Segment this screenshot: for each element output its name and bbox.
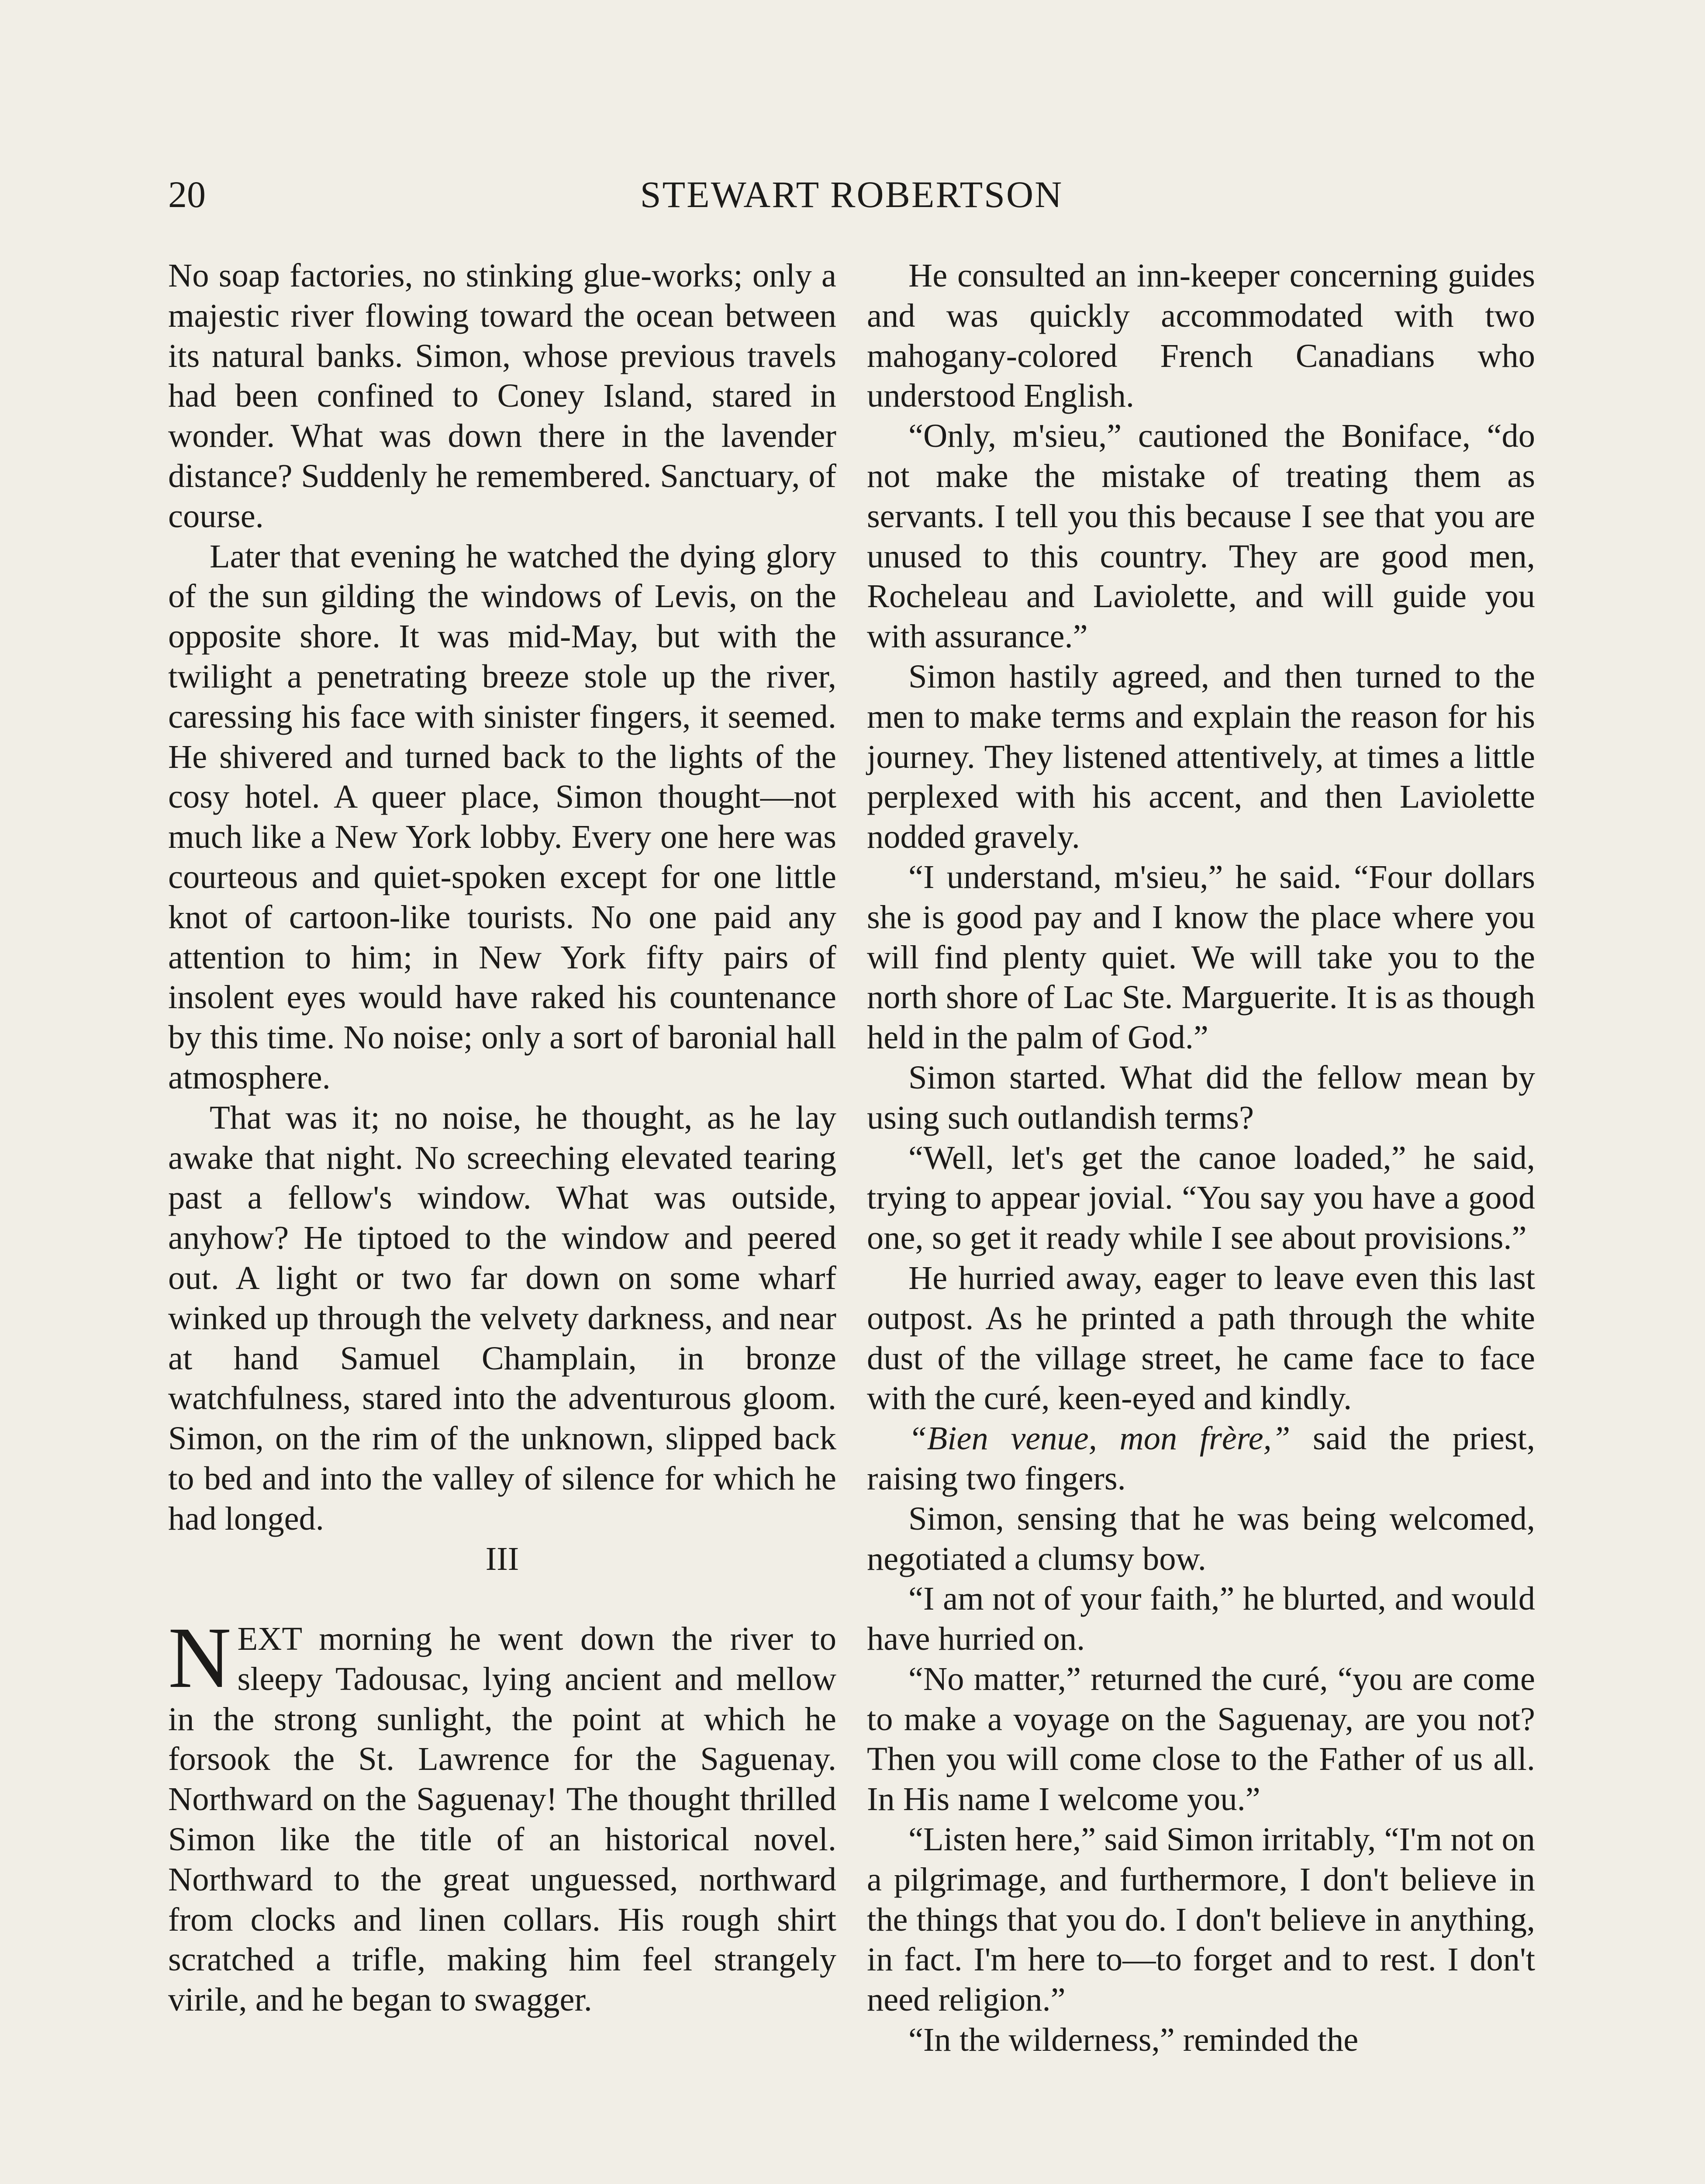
paragraph: He hurried away, eager to leave even this last outpost. As he printed a path through the white dust of the village street, he came face to face with the curé, keen-eyed and kindly. (867, 1259, 1535, 1417)
section-number: III (485, 1540, 519, 1577)
paragraph: “Well, let's get the canoe loaded,” he said, trying to appear jovial. “You say you have a good one, so get it ready while I see about provisions.” (867, 1139, 1535, 1257)
paragraph: “I am not of your faith,” he blurted, and would have hurried on. (867, 1580, 1535, 1658)
paragraph: That was it; no noise, he thought, as he lay awake that night. No screeching elevated tearing past a fellow's window. What was outside, anyhow? He tiptoed to the window and peered out. A light or two far down on some wharf winked up through the velvety darkness, and near at hand Samuel Champlain, in bronze watchfulness, stared into the adventurous gloom. Simon, on the rim of the unknown, slipped back to bed and into the valley of silence for which he had longed. (168, 1099, 836, 1537)
paragraph: He consulted an inn-keeper concerning guides and was quickly accommodated with two mahogany-colored French Canadians who understood English. (867, 257, 1535, 415)
paragraph: Simon, sensing that he was being welcomed, negotiated a clumsy bow. (867, 1500, 1535, 1577)
paragraph: Later that evening he watched the dying glory of the sun gilding the windows of Levis, on the opposite shore. It was mid-May, but with the twilight a penetrating breeze stole up the river, caressing his face with sinister fingers, it seemed. He shivered and turned back to the lights of the cosy hotel. A queer place, Simon thought—not much like a New York lobby. Every one here was courteous and quiet-spoken except for one little knot of cartoon-like tourists. No one paid any attention to him; in New York fifty pairs of insolent eyes would have raked his countenance by this time. No noise; only a sort of baronial hall atmosphere. (168, 537, 836, 1096)
paragraph (867, 1418, 1535, 1499)
right-column (867, 256, 1535, 2060)
page-number: 20 (168, 173, 206, 215)
paragraph: “Only, m'sieu,” cautioned the Boniface, “do not make the mistake of treating them as servants. I tell you this because I see that you are unused to this country. They are good men, Rocheleau and Laviolette, and will guide you with assurance.” (867, 417, 1535, 655)
paragraph-text: said the priest, raising two fingers. (867, 1420, 1535, 1497)
paragraph-text: EXT morning he went down the river to sleepy Tadousac, lying ancient and mellow in the strong sunlight, the point at which he forsook the St. Lawrence for the Saguenay. Northward on the Saguenay! The thought thrilled Simon like the title of an historical novel. Northward to the great unguessed, northward from clocks and linen collars. His rough shirt scratched a trifle, making him feel strangely virile, and he began to swagger. (168, 1620, 836, 2018)
paragraph: No soap factories, no stinking glue-works; only a majestic river flowing toward the ocean between its natural banks. Simon, whose previous travels had been confined to Coney Island, stared in wonder. What was down there in the lavender distance? Suddenly he remembered. Sanctuary, of course. (168, 257, 836, 535)
left-column (168, 256, 836, 2020)
paragraph: “I understand, m'sieu,” he said. “Four dollars she is good pay and I know the place where you will find plenty quiet. We will take you to the north shore of Lac Ste. Marguerite. It is as though held in the palm of God.” (867, 858, 1535, 1056)
paragraph-drop-cap (168, 1610, 836, 2020)
paragraph: “No matter,” returned the curé, “you are come to make a voyage on the Saguenay, are you not? Then you will come close to the Father of us all. In His name I welcome you.” (867, 1660, 1535, 1818)
running-head: STEWART ROBERTSON (640, 173, 1063, 215)
paragraph: Simon hastily agreed, and then turned to the men to make terms and explain the reason for his journey. They listened attentively, at times a little perplexed with his accent, and then Laviolette nodded gravely. (867, 657, 1535, 856)
paragraph: Simon started. What did the fellow mean by using such outlandish terms? (867, 1058, 1535, 1136)
paragraph: “In the wilderness,” reminded the (908, 2021, 1359, 2059)
paragraph: “Listen here,” said Simon irritably, “I'm not on a pilgrimage, and furthermore, I don't believe in the things that you do. I don't believe in anything, in fact. I'm here to—to forget and to rest. I don't need religion.” (867, 1821, 1535, 2018)
italic-greeting: “Bien venue, mon frère,” (908, 1420, 1291, 1457)
drop-cap: N (168, 1610, 231, 1707)
page-header (168, 168, 1535, 221)
